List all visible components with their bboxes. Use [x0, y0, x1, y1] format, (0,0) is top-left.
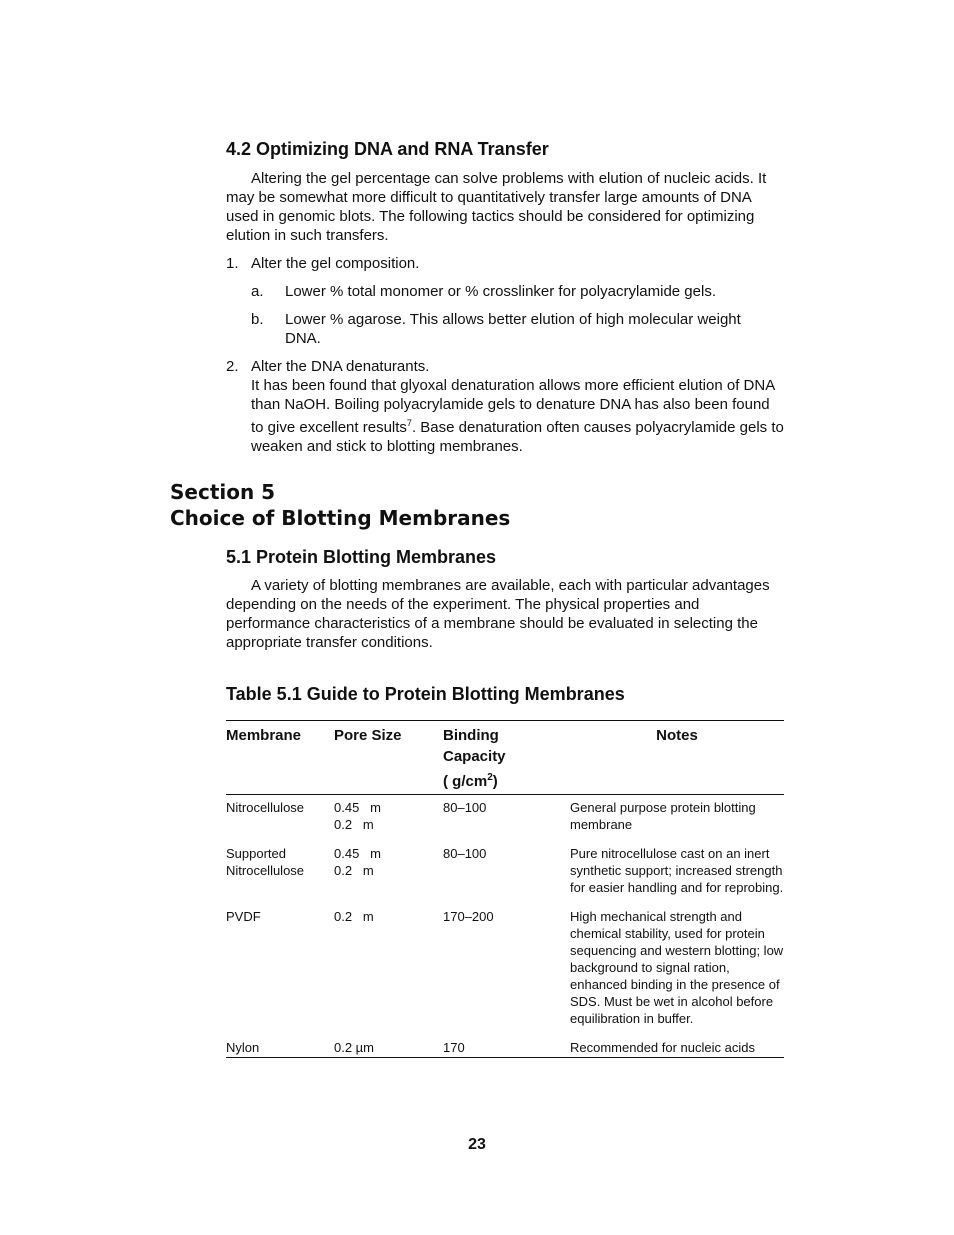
cell-membrane	[226, 1035, 334, 1058]
cell-pore-size	[334, 904, 443, 1035]
section-4-2-heading: 4.2 Optimizing DNA and RNA Transfer	[226, 139, 549, 159]
sub-item-a-text: Lower % total monomer or % crosslinker for polyacrylamide gels.	[285, 283, 716, 300]
cell-notes: High mechanical strength and chemical stability, used for protein sequencing and western blotting; low background to signal ration, enhanced binding in the presence of SDS. Must be wet in alcohol before equilibration in buffer.	[570, 909, 784, 1026]
cell-capacity: 170–200	[443, 909, 494, 924]
cell-notes: Recommended for nucleic acids	[570, 1040, 755, 1055]
table-header-row	[226, 721, 784, 795]
table-caption: Table 5.1 Guide to Protein Blotting Membranes	[226, 684, 625, 704]
cell-notes: Pure nitrocellulose cast on an inert synthetic support; increased strength for easier handling and for reprobing.	[570, 846, 784, 895]
membrane-table	[226, 720, 784, 1058]
cell-pore-size	[334, 841, 443, 904]
detail-text-a: It has been found that glyoxal denaturation allows more efficient elution of DNA than NaOH. Boiling polyacrylamide gels to denature DNA has also been found to give excellent results	[251, 377, 775, 436]
section-4-2	[226, 138, 784, 456]
sub-item-b-letter: b.	[251, 311, 264, 328]
sub-item-a	[226, 282, 784, 301]
detail-text-b: . Base denaturation often causes polyacrylamide gels to weaken and stick to blotting membranes.	[251, 419, 784, 455]
cell-pore-size	[334, 1035, 443, 1058]
cell-membrane	[226, 904, 334, 1035]
header-binding-line-3	[443, 767, 570, 792]
cell-capacity: 170	[443, 1040, 465, 1055]
list-item-1-number: 1.	[226, 255, 239, 272]
table-row	[226, 904, 784, 1035]
table-5-1	[226, 683, 784, 1058]
pore-line-1: 0.45 m	[334, 800, 381, 815]
pore-line-1: 0.2 m	[334, 909, 374, 924]
cell-notes: General purpose protein blotting membrane	[570, 800, 756, 832]
header-binding-close: )	[492, 773, 498, 790]
cell-membrane	[226, 841, 334, 904]
sub-item-b	[226, 310, 784, 348]
header-binding-capacity	[443, 721, 570, 795]
header-binding-superscript: 2	[487, 772, 493, 783]
cell-membrane	[226, 795, 334, 842]
pore-line-2: 0.2 m	[334, 863, 374, 878]
table-row	[226, 841, 784, 904]
section-5-1-heading: 5.1 Protein Blotting Membranes	[226, 547, 497, 567]
cell-capacity: 80–100	[443, 846, 487, 861]
section-5-1	[226, 546, 784, 652]
pore-line-1: 0.45 m	[334, 846, 381, 861]
section-5-name: Choice of Blotting Membranes	[170, 506, 511, 530]
list-item-2-text: Alter the DNA denaturants.	[251, 358, 430, 375]
sub-item-a-letter: a.	[251, 283, 264, 300]
cell-pore-size	[334, 795, 443, 842]
header-binding-unit: ( g/cm	[443, 773, 488, 790]
list-item-1	[226, 254, 784, 273]
table-row	[226, 1035, 784, 1058]
membrane-line-1: Supported	[226, 846, 286, 861]
list-item-1-text: Alter the gel composition.	[251, 255, 420, 272]
header-pore-size: Pore Size	[334, 721, 443, 795]
membrane-line-1: Nitrocellulose	[226, 800, 305, 815]
header-binding-line-1: Binding	[443, 727, 499, 744]
section-5-label: Section 5	[170, 480, 276, 504]
section-5-1-intro: A variety of blotting membranes are available, each with particular advantages depending on the needs of the experiment. The physical properties and performance characteristics of a membrane should be evaluated in selecting the appropriate transfer conditions.	[226, 577, 770, 651]
header-membrane: Membrane	[226, 721, 334, 795]
header-binding-line-2: Capacity	[443, 748, 506, 765]
sub-item-b-text: Lower % agarose. This allows better elution of high molecular weight DNA.	[285, 311, 741, 347]
header-notes: Notes	[570, 721, 784, 795]
pore-line-1: 0.2 µm	[334, 1040, 375, 1055]
cell-capacity: 80–100	[443, 800, 487, 815]
membrane-line-2: Nitrocellulose	[226, 863, 305, 878]
section-4-2-intro: Altering the gel percentage can solve problems with elution of nucleic acids. It may be somewhat more difficult to quantitatively transfer large amounts of DNA used in genomic blots. The following tactics should be considered for optimizing elution in such transfers.	[226, 170, 767, 244]
membrane-line-1: PVDF	[226, 909, 261, 924]
list-item-2-detail	[251, 376, 784, 456]
list-item-2	[226, 357, 784, 456]
section-5-title	[170, 479, 790, 531]
citation-superscript: 7	[406, 418, 412, 428]
page-number: 23	[468, 1136, 486, 1153]
pore-line-2: 0.2 m	[334, 817, 374, 832]
membrane-line-1: Nylon	[226, 1040, 260, 1055]
list-item-2-number: 2.	[226, 358, 239, 375]
table-row	[226, 795, 784, 842]
